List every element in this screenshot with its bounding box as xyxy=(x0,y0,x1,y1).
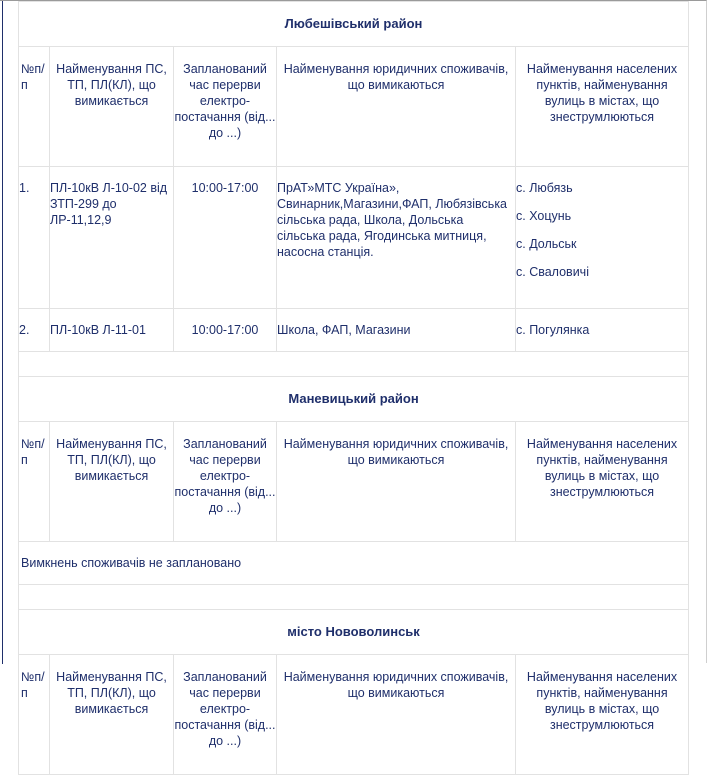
location-item: с. Сваловичі xyxy=(516,265,589,279)
section-spacer xyxy=(19,585,689,610)
row-consumers: Школа, ФАП, Магазини xyxy=(277,309,516,352)
row-locations xyxy=(516,167,689,309)
row-number: 1. xyxy=(19,167,50,309)
table-row xyxy=(19,167,689,309)
location-item: с. Дольськ xyxy=(516,237,577,251)
row-consumers: ПрАТ»МТС Україна», Свинарник,Магазини,ФАП, Любязівська сільська рада, Школа, Дольська сільська рада, Ягодинська митниця, насосна станція. xyxy=(277,167,516,309)
location-item: с. Хоцунь xyxy=(516,209,572,223)
table-header-row xyxy=(19,422,689,542)
header-consumers: Найменування юридичних споживачів, що вимикаються xyxy=(277,47,516,167)
section-title-manevychi: Маневицький район xyxy=(19,377,689,422)
header-locations: Найменування населених пунктів, найменування вулиць в містах, що знеструмлюються xyxy=(516,655,689,775)
header-consumers: Найменування юридичних споживачів, що вимикаються xyxy=(277,655,516,775)
location-item: с. Любязь xyxy=(516,181,573,195)
section-spacer xyxy=(19,352,689,377)
row-ps-name: ПЛ-10кВ Л-11-01 xyxy=(50,309,174,352)
row-time: 10:00-17:00 xyxy=(174,309,277,352)
header-number: №п/п xyxy=(19,47,50,167)
no-outages-note: Вимкнень споживачів не заплановано xyxy=(19,542,689,585)
row-locations: с. Погулянка xyxy=(516,309,689,352)
left-margin-rule xyxy=(2,1,3,664)
section-title-lyubeshiv: Любешівський район xyxy=(19,2,689,47)
row-ps-name: ПЛ-10кВ Л-10-02 від ЗТП-299 до ЛР-11,12,9 xyxy=(50,167,174,309)
header-planned-time: Запланований час перерви електро-постачання (від... до ...) xyxy=(174,47,277,167)
header-ps-name: Найменування ПС, ТП, ПЛ(КЛ), що вимикається xyxy=(50,422,174,542)
row-number: 2. xyxy=(19,309,50,352)
header-number: №п/п xyxy=(19,422,50,542)
header-consumers: Найменування юридичних споживачів, що вимикаються xyxy=(277,422,516,542)
header-ps-name: Найменування ПС, ТП, ПЛ(КЛ), що вимикається xyxy=(50,655,174,775)
section-title-novovolynsk: місто Нововолинськ xyxy=(19,610,689,655)
outage-schedule-table xyxy=(18,1,689,775)
table-row xyxy=(19,309,689,352)
header-planned-time: Запланований час перерви електро-постачання (від... до ...) xyxy=(174,422,277,542)
row-time: 10:00-17:00 xyxy=(174,167,277,309)
header-number: №п/п xyxy=(19,655,50,775)
header-ps-name: Найменування ПС, ТП, ПЛ(КЛ), що вимикається xyxy=(50,47,174,167)
header-planned-time: Запланований час перерви електро-постачання (від... до ...) xyxy=(174,655,277,775)
table-header-row xyxy=(19,47,689,167)
table-header-row xyxy=(19,655,689,775)
header-locations: Найменування населених пунктів, найменування вулиць в містах, що знеструмлюються xyxy=(516,47,689,167)
header-locations: Найменування населених пунктів, найменування вулиць в містах, що знеструмлюються xyxy=(516,422,689,542)
